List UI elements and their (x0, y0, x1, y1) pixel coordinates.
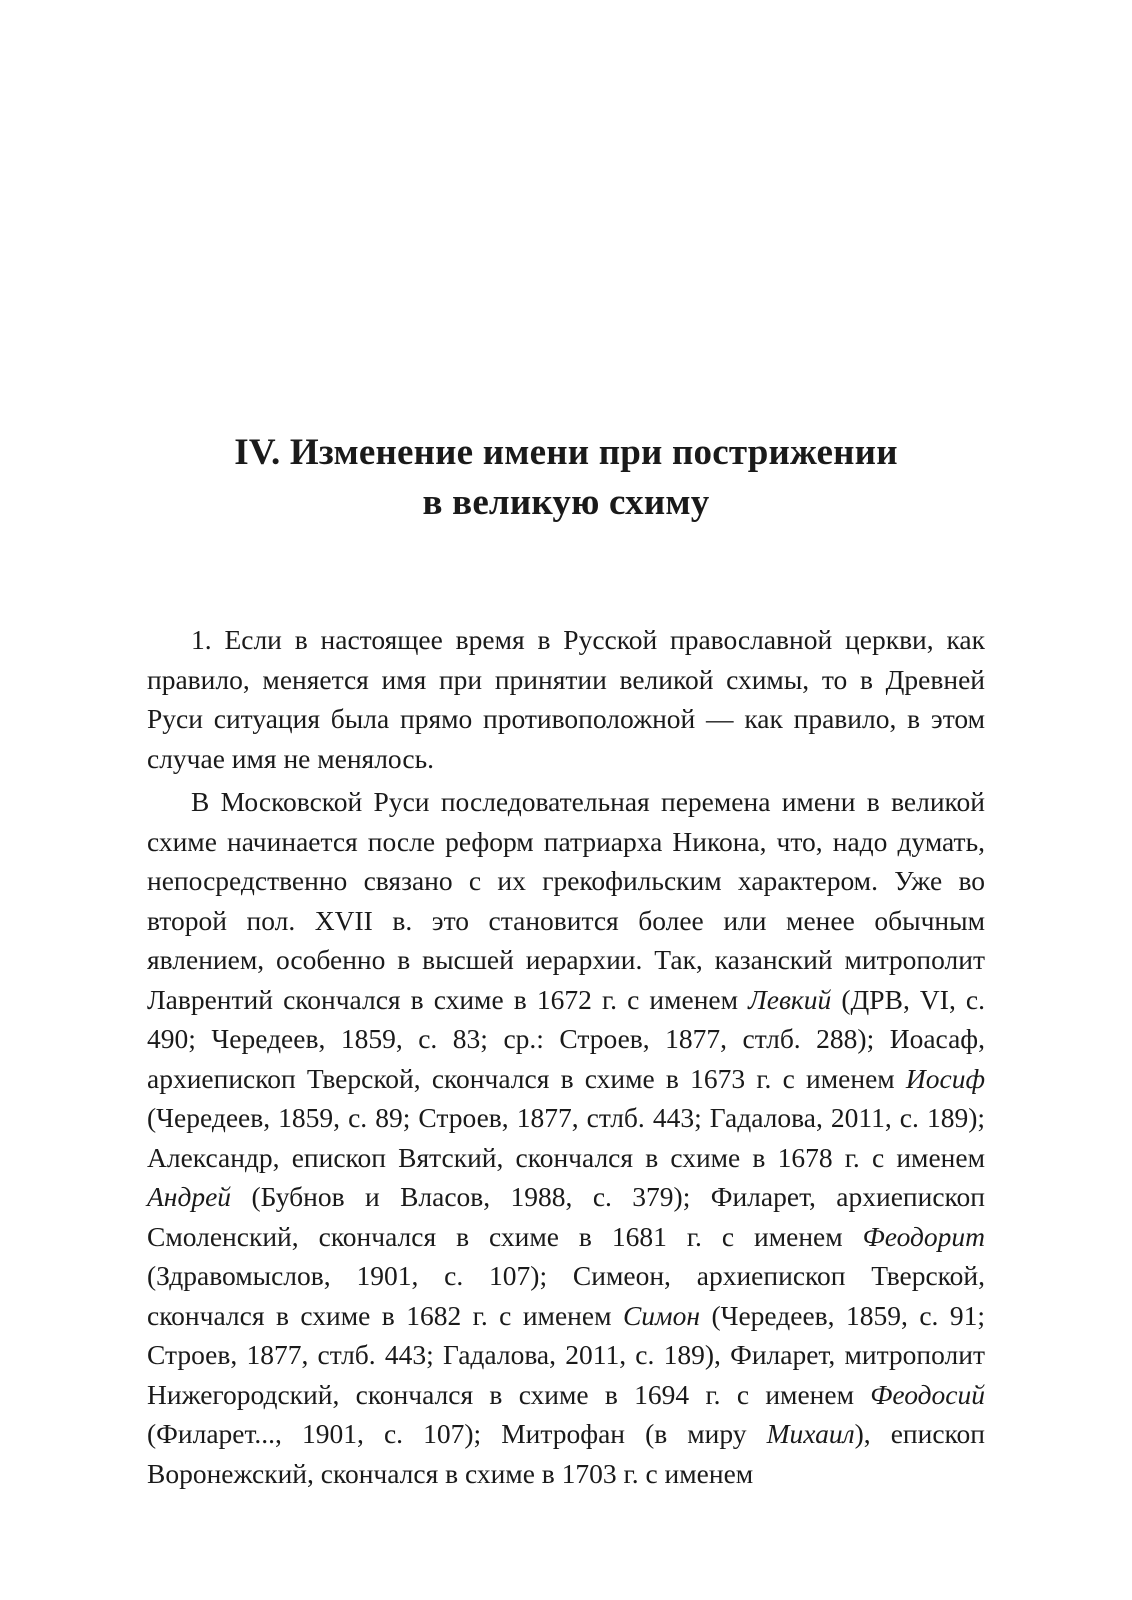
italic-name: Феодосий (870, 1378, 985, 1410)
text-run: (Филарет..., 1901, с. 107); Митрофан (в миру (147, 1418, 767, 1449)
body-text (147, 620, 985, 1497)
text-run: (Здравомыслов, 1901, с. 107); Симеон, архиепископ Тверской, скончался в схиме в 1682 г. с именем (147, 1260, 985, 1331)
text-run: В Московской Руси последовательная перемена имени в великой схиме начинается после реформ патриарха Никона, что, надо думать, непосредственно связано с их грекофильским характером. Уже во второй пол. XVII в. это становится более или менее обычным явлением, особенно в высшей иерархии. Так, казанский митрополит Лаврентий скончался в схиме в 1672 г. с именем (147, 786, 985, 1015)
chapter-title (120, 428, 1012, 528)
paragraph-2 (147, 782, 985, 1493)
italic-name: Левкий (748, 983, 832, 1015)
text-run: (ДРВ, VI, с. 490; Чередеев, 1859, с. 83; ср.: Строев, 1877, стлб. 288); Иоасаф, архиепископ Тверской, скончался в схиме в 1673 г. с именем (147, 983, 985, 1094)
italic-name: Феодорит (862, 1220, 985, 1252)
italic-name: Иосиф (905, 1062, 985, 1094)
italic-name: Михаил (766, 1418, 855, 1449)
paragraph-1 (147, 620, 985, 778)
italic-name: Андрей (147, 1181, 232, 1212)
text-run: (Бубнов и Власов, 1988, с. 379); Филарет, архиепископ Смоленский, скончался в схиме в 1681 г. с именем (147, 1181, 985, 1252)
text-run: (Чередеев, 1859, с. 91; Строев, 1877, стлб. 443; Гадалова, 2011, с. 189), Филарет, митрополит Нижегородский, скончался в схиме в 1694 г. с именем (147, 1299, 985, 1410)
chapter-title-line-1: IV. Изменение имени при пострижении (234, 432, 898, 473)
italic-name: Симон (622, 1299, 700, 1331)
text-run: (Чередеев, 1859, с. 89; Строев, 1877, стлб. 443; Гадалова, 2011, с. 189); Александр, епископ Вятский, скончался в схиме в 1678 г. с именем (147, 1102, 985, 1173)
text-run: ), епископ Воронежский, скончался в схиме в 1703 г. с именем (147, 1418, 985, 1489)
chapter-title-line-2: в великую схиму (422, 482, 710, 523)
text-run: 1. Если в настоящее время в Русской православной церкви, как правило, меняется имя при принятии великой схимы, то в Древней Руси ситуация была прямо противоположной — как правило, в этом случае имя не менялось. (147, 624, 985, 774)
